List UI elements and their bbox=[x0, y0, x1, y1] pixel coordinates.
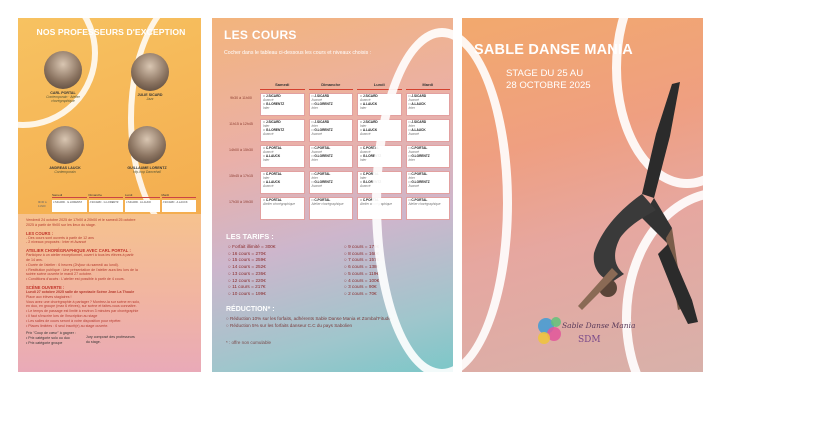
checkbox-icon[interactable]: □ bbox=[360, 127, 363, 132]
checkbox-icon[interactable]: □ bbox=[360, 120, 363, 124]
reduction-line: ○ Réduction 10% sur les forfaits, adhérents Sable Danse Mania et Zombal'Fitude bbox=[226, 316, 391, 321]
atelier-line: • Restitution publique : Une présentation de l'atelier aura lieu lors de la bbox=[26, 267, 138, 272]
checkbox-icon[interactable]: □ bbox=[408, 198, 412, 202]
checkbox-icon[interactable]: □ bbox=[360, 172, 363, 176]
teacher-name: ANDREAS LAUCK bbox=[49, 166, 81, 170]
teacher-checkbox-label: A.LAUCK bbox=[362, 101, 378, 106]
level-label: Avancé bbox=[408, 97, 420, 102]
checkbox-icon[interactable]: □ bbox=[408, 94, 412, 98]
tarif-line[interactable]: ○ 13 cours = 236€ bbox=[228, 270, 266, 276]
course-cell[interactable] bbox=[309, 171, 354, 194]
level-label: Atelier chorégraphique bbox=[311, 201, 344, 206]
checkbox-icon[interactable]: □ bbox=[360, 198, 363, 202]
scene-line: • Il faut s'inscrire lors de l'inscription au stage bbox=[26, 313, 98, 318]
teacher-checkbox-label: G.LORENTZ bbox=[314, 101, 333, 106]
level-label: Inter bbox=[408, 123, 415, 128]
mini-time: 9h30 à 11h00 bbox=[38, 200, 47, 208]
teacher-checkbox-label: C.PORTAL bbox=[314, 172, 331, 176]
level-label: Atelier chorégraphique bbox=[408, 201, 441, 206]
teacher-checkbox-label: C.PORTAL bbox=[362, 172, 379, 176]
tarif-line[interactable]: ○ 15 cours = 259€ bbox=[228, 257, 266, 263]
mini-schedule bbox=[38, 193, 196, 213]
tarif-line[interactable]: ○ 5 cours = 119€ bbox=[344, 270, 379, 276]
prix-line: • Prix catégorie groupe bbox=[26, 340, 63, 345]
teacher-checkbox-label: C.PORTAL bbox=[265, 198, 282, 202]
teacher-name: CARL PORTAL bbox=[50, 91, 76, 95]
day-header: Samedi bbox=[260, 82, 305, 90]
tarifs-heading: LES TARIFS : bbox=[226, 232, 274, 241]
teacher-checkbox-label: G.LORENTZ bbox=[314, 127, 333, 132]
level-label: Inter bbox=[360, 175, 367, 180]
course-cell[interactable] bbox=[309, 197, 354, 220]
teacher-checkbox-label: C.PORTAL bbox=[411, 198, 428, 202]
tarif-line[interactable]: ○ 2 cours = 70€ bbox=[344, 290, 377, 296]
checkbox-icon[interactable]: □ bbox=[408, 146, 412, 150]
atelier-line: Participez à un atelier exceptionnel, ouvert à tous les élèves à partir bbox=[26, 253, 134, 258]
info-section bbox=[18, 214, 201, 372]
tarif-line[interactable]: ○ 11 cours = 217€ bbox=[228, 284, 266, 290]
level-label: Atelier chorégraphique bbox=[360, 201, 393, 206]
atelier-line: de 14 ans. bbox=[26, 257, 43, 262]
day-header: Dimanche bbox=[309, 82, 354, 90]
logo-text: Sable Danse Mania bbox=[562, 321, 636, 330]
teacher-checkbox-label: J.SICARD bbox=[314, 94, 330, 98]
day-header: Mardi bbox=[406, 82, 451, 90]
checkbox-icon[interactable]: □ bbox=[263, 101, 266, 106]
teacher-photo bbox=[131, 53, 169, 91]
teacher-checkbox-label: A.LAUCK bbox=[265, 153, 281, 158]
checkbox-icon[interactable]: □ bbox=[311, 120, 315, 124]
cover-page bbox=[462, 18, 703, 372]
checkbox-icon[interactable]: □ bbox=[263, 179, 266, 184]
level-label: Inter bbox=[408, 175, 415, 180]
level-label: Avancé bbox=[311, 131, 323, 136]
tarifs-left-column bbox=[228, 244, 338, 298]
teacher-checkbox-label: A.LAUCK bbox=[265, 179, 281, 184]
level-label: Inter bbox=[360, 123, 367, 128]
teacher-checkbox-label: J.SICARD bbox=[362, 120, 378, 124]
checkbox-icon[interactable]: □ bbox=[408, 127, 412, 132]
level-label: Avancé bbox=[263, 97, 274, 102]
checkbox-icon[interactable]: □ bbox=[263, 146, 266, 150]
tarif-line[interactable]: ○ 8 cours = 160€ bbox=[344, 250, 380, 256]
teacher-checkbox-label: A.LAUCK bbox=[411, 101, 426, 106]
checkbox-icon[interactable]: □ bbox=[311, 101, 315, 106]
mini-day: Dimanche bbox=[89, 193, 124, 198]
checkbox-icon[interactable]: □ bbox=[408, 153, 412, 158]
teacher-photo bbox=[44, 51, 82, 89]
teacher-checkbox-label: J.SICARD bbox=[314, 120, 330, 124]
checkbox-icon[interactable]: □ bbox=[263, 153, 266, 158]
course-cell[interactable] bbox=[309, 145, 354, 168]
teacher-name: JULIE SICARD bbox=[137, 93, 163, 97]
logo-initials: SDM bbox=[578, 335, 601, 345]
level-label: Inter bbox=[311, 123, 318, 128]
scene-line: • Le temps de passage est limité à environ 3 minutes par chorégraphie bbox=[26, 309, 139, 314]
teacher-checkbox-label: C.PORTAL bbox=[265, 146, 282, 150]
level-label: Inter bbox=[263, 105, 270, 110]
level-label: Avancé bbox=[408, 149, 420, 154]
checkbox-icon[interactable]: □ bbox=[311, 198, 315, 202]
teacher-checkbox-label: G.LORENTZ bbox=[314, 179, 333, 184]
teacher-card bbox=[125, 53, 175, 101]
teacher-style: Contemporain · Atelier chorégraphique bbox=[46, 95, 80, 103]
scene-line: Place aux élèves stagiaires ! bbox=[26, 294, 72, 299]
scene-line: Lundi 27 octobre 2025 salle de spectacle Scène Jean La Thoule bbox=[26, 289, 135, 294]
cover-title: SABLE DANSE MANIA bbox=[474, 42, 633, 58]
tarif-line[interactable]: ○ 7 cours = 157€ bbox=[344, 257, 380, 263]
tarif-line[interactable]: ○ 10 cours = 199€ bbox=[228, 290, 266, 296]
time-slot: 9h30 à 11h00 bbox=[230, 96, 252, 100]
stage-line: 28 OCTOBRE 2025 bbox=[506, 80, 591, 91]
day-header: Lundi bbox=[357, 82, 402, 90]
checkbox-icon[interactable]: □ bbox=[263, 127, 266, 132]
checkbox-icon[interactable]: □ bbox=[311, 153, 315, 158]
info-line: 2025 à partir de 9h00 sur les lieux du stage. bbox=[26, 222, 96, 227]
reduction-heading: RÉDUCTION* : bbox=[226, 306, 275, 313]
level-label: Inter bbox=[311, 175, 318, 180]
cours-line: - Des cours sont ouverts à partir de 12 ans bbox=[26, 235, 94, 240]
checkbox-icon[interactable]: □ bbox=[311, 179, 315, 184]
sdm-logo bbox=[536, 306, 636, 354]
level-label: Avancé bbox=[408, 183, 420, 188]
checkbox-icon[interactable]: □ bbox=[408, 120, 412, 124]
level-label: Inter bbox=[311, 157, 318, 162]
checkbox-icon[interactable]: □ bbox=[311, 172, 315, 176]
checkbox-icon[interactable]: □ bbox=[360, 94, 363, 98]
reduction-line: ○ Réduction 5% sur les forfaits danseur C.C du pays Sabolien bbox=[226, 322, 353, 328]
atelier-line: soirée scène ouverte le mardi 27 octobre. bbox=[26, 272, 93, 277]
teachers-section bbox=[18, 18, 201, 214]
teacher-checkbox-label: A.LAUCK bbox=[411, 127, 426, 132]
course-cell[interactable] bbox=[260, 145, 305, 168]
teacher-checkbox-label: J.SICARD bbox=[265, 94, 281, 98]
mini-day: Lundi bbox=[125, 193, 160, 198]
tarif-line[interactable]: ○ 4 cours = 100€ bbox=[344, 277, 380, 283]
teachers-page bbox=[18, 18, 201, 372]
mini-cell: J.SICARD · A.LAUCK bbox=[162, 200, 197, 212]
checkbox-icon[interactable]: □ bbox=[360, 146, 363, 150]
level-label: Inter bbox=[360, 157, 367, 162]
prix-heading: Prix "Coup de cœur" à gagner : bbox=[26, 331, 76, 336]
checkbox-icon[interactable]: □ bbox=[263, 172, 266, 176]
level-label: Inter bbox=[408, 157, 415, 162]
teacher-checkbox-label: C.PORTAL bbox=[362, 146, 379, 150]
teacher-checkbox-label: C.PORTAL bbox=[362, 198, 379, 202]
teacher-checkbox-label: C.PORTAL bbox=[411, 172, 428, 176]
atelier-line: • Conditions d'accès : L'atelier est possible à partir de 4 cours. bbox=[26, 277, 125, 282]
time-slot: 11h15 à 12h45 bbox=[229, 122, 253, 126]
checkbox-icon[interactable]: □ bbox=[408, 101, 412, 106]
teacher-photo bbox=[128, 126, 166, 164]
mini-cell: J.SICARD · G.LORENTZ bbox=[52, 200, 87, 212]
level-label: Avancé bbox=[311, 149, 323, 154]
checkbox-icon[interactable]: □ bbox=[311, 127, 315, 132]
prix-line: • Prix catégorie solo ou duo bbox=[26, 336, 70, 341]
cours-subtitle: Cocher dans le tableau ci-dessous les cours et niveaux choisis : bbox=[224, 50, 372, 56]
teacher-checkbox-label: G.LORENTZ bbox=[411, 153, 430, 158]
checkbox-icon[interactable]: □ bbox=[360, 179, 363, 184]
teacher-checkbox-label: G.LORENTZ bbox=[265, 127, 285, 132]
teacher-style: Hip-hop Dancehall bbox=[133, 170, 161, 174]
teacher-card bbox=[38, 51, 88, 103]
course-cell[interactable] bbox=[260, 197, 305, 220]
level-label: Avancé bbox=[360, 131, 371, 136]
dancer-illustration bbox=[522, 78, 702, 338]
cours-title: LES COURS bbox=[224, 28, 297, 42]
teacher-checkbox-label: G.LORENTZ bbox=[362, 153, 382, 158]
cours-line: - 2 niveaux proposés : Inter et Avancé bbox=[26, 240, 87, 245]
checkbox-icon[interactable]: □ bbox=[263, 120, 266, 124]
level-label: Avancé bbox=[408, 131, 420, 136]
atelier-heading: ATELIER CHORÉGRAPHIQUE AVEC CARL PORTAL : bbox=[26, 248, 131, 254]
teacher-checkbox-label: J.SICARD bbox=[265, 120, 281, 124]
teacher-photo bbox=[46, 126, 84, 164]
checkbox-icon[interactable]: □ bbox=[311, 94, 315, 98]
teachers-title: NOS PROFESSEURS D'EXCEPTION bbox=[36, 27, 186, 37]
level-label: Inter bbox=[408, 105, 415, 110]
teacher-checkbox-label: C.PORTAL bbox=[265, 172, 282, 176]
level-label: Avancé bbox=[360, 149, 371, 154]
level-label: Inter bbox=[263, 123, 270, 128]
scene-line: en duo, en groupe (max 6 élèves), sur scène et faites-vous connaître. bbox=[26, 304, 137, 309]
mini-cell: J.SICARD · G.LORENTZ bbox=[89, 200, 124, 212]
level-label: Avancé bbox=[263, 149, 274, 154]
teacher-style: Jazz bbox=[146, 97, 154, 101]
teacher-checkbox-label: G.LORENTZ bbox=[362, 179, 382, 184]
prix-note: Jury composé des professeurs du stage. bbox=[85, 335, 135, 345]
course-cell[interactable] bbox=[309, 119, 354, 142]
teacher-checkbox-label: J.SICARD bbox=[411, 94, 427, 98]
time-slot: 14h00 à 15h30 bbox=[229, 148, 253, 152]
course-cell[interactable] bbox=[260, 119, 305, 142]
mini-day: Samedi bbox=[52, 193, 87, 198]
teacher-checkbox-label: J.SICARD bbox=[411, 120, 427, 124]
scene-line: • Les salles de cours seront à votre disposition pour répéter. bbox=[26, 318, 122, 323]
teacher-checkbox-label: C.PORTAL bbox=[314, 198, 331, 202]
teacher-name: GUILLAUME LORENTZ bbox=[127, 166, 167, 170]
tarif-line[interactable]: ○ 14 cours = 252€ bbox=[228, 264, 266, 270]
footnote: * : offre non cumulable bbox=[226, 340, 271, 345]
level-label: Avancé bbox=[311, 183, 323, 188]
checkbox-icon[interactable]: □ bbox=[360, 153, 363, 158]
level-label: Inter bbox=[263, 157, 270, 162]
teacher-checkbox-label: G.LORENTZ bbox=[314, 153, 333, 158]
teacher-checkbox-label: G.LORENTZ bbox=[265, 101, 285, 106]
stage-line: STAGE DU 25 AU bbox=[506, 68, 584, 79]
checkbox-icon[interactable]: □ bbox=[311, 146, 315, 150]
teacher-checkbox-label: C.PORTAL bbox=[314, 146, 331, 150]
time-slot: 15h45 à 17h15 bbox=[229, 174, 253, 178]
checkbox-icon[interactable]: □ bbox=[360, 101, 363, 106]
tarif-line[interactable]: ○ 16 cours = 270€ bbox=[228, 250, 266, 256]
level-label: Avancé bbox=[360, 97, 371, 102]
checkbox-icon[interactable]: □ bbox=[408, 179, 412, 184]
level-label: Avancé bbox=[311, 97, 323, 102]
tarif-line[interactable]: ○ 9 cours = 179€ bbox=[344, 244, 380, 249]
course-cell[interactable] bbox=[260, 93, 305, 116]
scene-line: • Places limitées : 6 seul inscrit(e) au stage ouverte. bbox=[26, 323, 109, 328]
level-label: Inter bbox=[263, 175, 270, 180]
tarif-line[interactable]: ○ 3 cours = 90€ bbox=[344, 284, 377, 290]
level-label: Avancé bbox=[263, 131, 274, 136]
time-slot: 17h30 à 19h30 bbox=[229, 200, 253, 204]
cours-heading: LES COURS : bbox=[26, 230, 53, 236]
teacher-checkbox-label: G.LORENTZ bbox=[411, 179, 430, 184]
level-label: Avancé bbox=[263, 183, 274, 188]
info-line: Vendredi 24 octobre 2025 de 17h00 à 20h00 et le samedi 25 octobre bbox=[26, 218, 136, 222]
teacher-card bbox=[40, 126, 90, 174]
teacher-checkbox-label: J.SICARD bbox=[362, 94, 378, 98]
tarif-line[interactable]: ○ 12 cours = 220€ bbox=[228, 277, 266, 283]
checkbox-icon[interactable]: □ bbox=[263, 94, 266, 98]
course-cell[interactable] bbox=[309, 93, 354, 116]
level-label: Atelier chorégraphique bbox=[263, 201, 296, 206]
tarif-line[interactable]: ○ 6 cours = 138€ bbox=[344, 264, 380, 270]
level-label: Avancé bbox=[360, 183, 371, 188]
atelier-line: • Durée de l'atelier : 6 heures (2h/jour du samedi au lundi). bbox=[26, 262, 119, 267]
scene-line: Vous avez une chorégraphie à partager ? Montrez-la sur scène en solo, bbox=[26, 299, 141, 304]
teacher-style: Contemporain bbox=[54, 170, 76, 174]
checkbox-icon[interactable]: □ bbox=[263, 198, 266, 202]
checkbox-icon[interactable]: □ bbox=[408, 172, 412, 176]
teacher-checkbox-label: A.LAUCK bbox=[362, 127, 378, 132]
level-label: Inter bbox=[360, 105, 367, 110]
mini-day: Mardi bbox=[162, 193, 197, 198]
tarif-line[interactable]: ○ Forfait illimité = 300€ bbox=[228, 244, 276, 249]
mini-cell: J.SICARD · A.LAUCK bbox=[125, 200, 160, 212]
scene-heading: SCÈNE OUVERTE : bbox=[26, 284, 65, 290]
teacher-checkbox-label: C.PORTAL bbox=[411, 146, 428, 150]
level-label: Inter bbox=[311, 105, 318, 110]
teacher-card bbox=[122, 126, 172, 174]
course-cell[interactable] bbox=[260, 171, 305, 194]
decorative-swirl bbox=[372, 28, 512, 378]
